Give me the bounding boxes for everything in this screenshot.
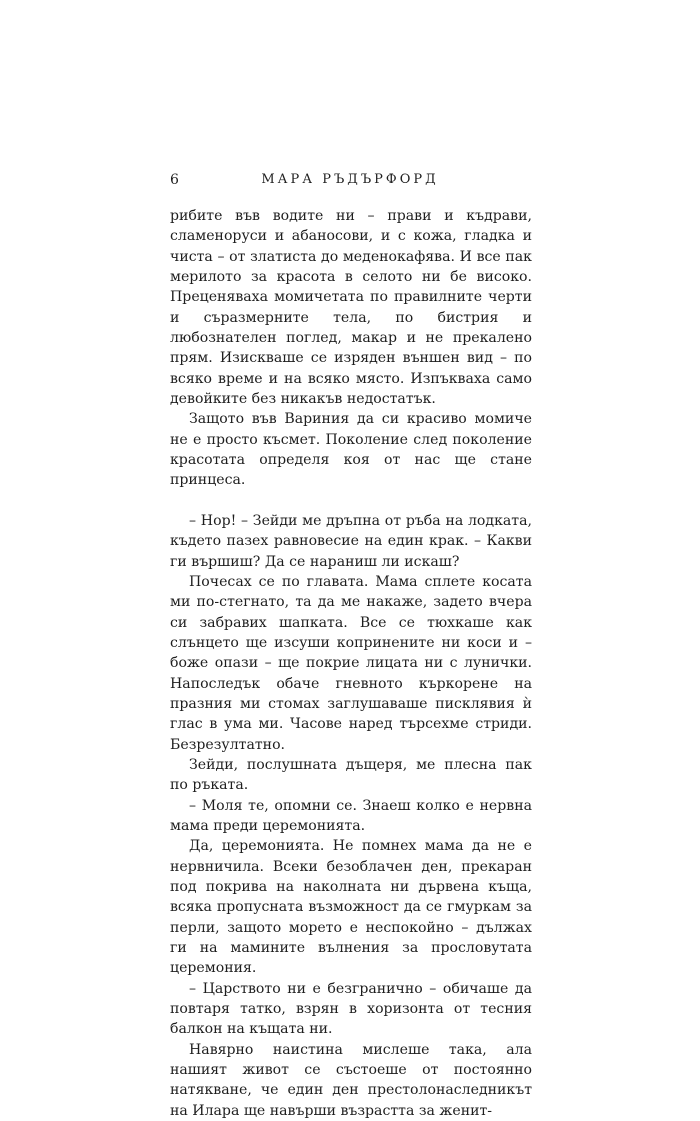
paragraph: – Нор! – Зейди ме дръпна от ръба на лодката, където пазех равновесие на един крак. – Какви ги вършиш? Да се нараниш ли искаш? bbox=[170, 512, 532, 570]
paragraph: Защото във Вариния да си красиво момиче не е просто късмет. Поколение след поколение красотата определя коя от нас ще стане принцеса. bbox=[170, 411, 532, 489]
page-number: 6 bbox=[170, 172, 179, 188]
paragraph: – Царството ни е безгранично – обичаше да повтаря татко, взрян в хоризонта от тесния балкон на къщата ни. bbox=[170, 980, 532, 1038]
running-head: МАРА РЪДЪРФОРД bbox=[261, 172, 439, 187]
body-text bbox=[170, 206, 532, 1121]
paragraph: Да, церемонията. Не помнех мама да не е нервничила. Всеки безоблачен ден, прекаран под покрива на наколната ни дървена къща, всяка пропусната възможност да се гмуркам за перли, защото морето е неспокойно – дължах ги на мамините вълнения за прословутата церемония. bbox=[170, 838, 532, 977]
paragraph: Зейди, послушната дъщеря, ме плесна пак по ръката. bbox=[170, 756, 532, 794]
paragraph: Навярно наистина мислеше така, ала нашият живот се състоеше от постоянно натякване, че един ден престолонаследникът на Илара ще навърши възрастта за женит- bbox=[170, 1041, 532, 1119]
paragraph: рибите във водите ни – прави и къдрави, сламенoруси и абаносови, и с кожа, гладка и чиста – от златиста до меденокафява. И все пак мерилото за красота в селото ни бе високо. Преценяваха момичетата по правилните черти и съразмерните тела, по бистрия и любознателен поглед, макар и не прекалено прям. Изискваше се изряден външен вид – по всяко време и на всяко място. Изпъкваха само девойките без никакъв недостатък. bbox=[170, 208, 532, 408]
paragraph: Почесах се по главата. Мама сплете косата ми по-стегнато, та да ме накаже, задето вчера си забравих шапката. Все се тюхкаше как слънцето ще изсуши копринените ни коси и – боже опази – ще покрие лицата ни с лунички. Напоследък обаче гневното къркорене на празния ми стомах заглушаваше писклявия ѝ глас в ума ми. Часове наред търсехме стриди. Безрезултатно. bbox=[170, 573, 532, 753]
scene-break bbox=[170, 491, 532, 511]
paragraph: – Моля те, опомни се. Знаеш колко е нервна мама преди церемонията. bbox=[170, 797, 532, 834]
